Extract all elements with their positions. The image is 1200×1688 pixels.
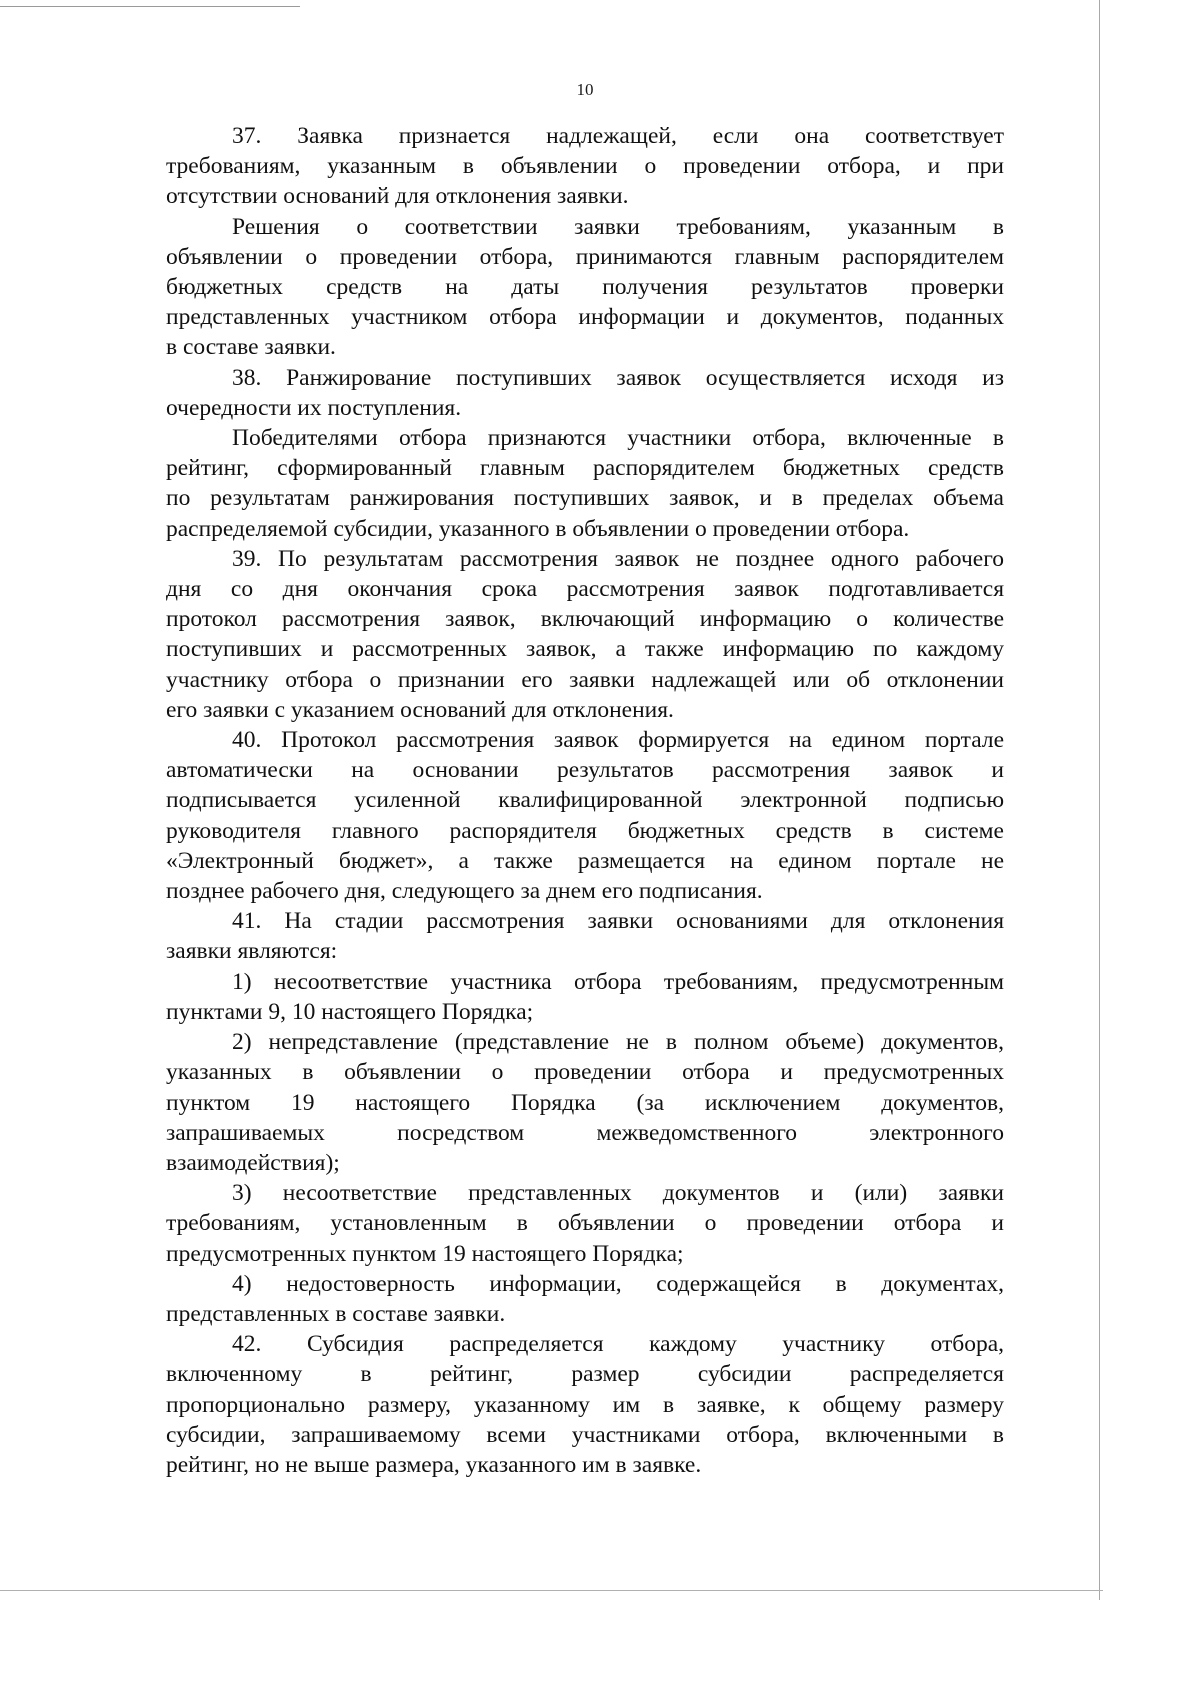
text-line: субсидии, запрашиваемому всеми участниками отбора, включенными в: [166, 1421, 1004, 1448]
text-line: дня со дня окончания срока рассмотрения заявок подготавливается: [166, 576, 1004, 603]
text-line: представленных участником отбора информации и документов, поданных: [166, 304, 1004, 331]
text-line: требованиям, указанным в объявлении о проведении отбора, и при: [166, 153, 1004, 180]
text-line: представленных в составе заявки.: [166, 1300, 506, 1327]
text-line: очередности их поступления.: [166, 394, 462, 421]
scan-edge-bottom: [0, 1590, 1103, 1591]
text-line: руководителя главного распорядителя бюджетных средств в системе: [166, 817, 1004, 844]
text-line: 39. По результатам рассмотрения заявок не позднее одного рабочего: [232, 545, 1004, 572]
paragraph: [166, 725, 1004, 906]
text-line: запрашиваемых посредством межведомственного электронного: [166, 1119, 1004, 1146]
text-line: 3) несоответствие представленных документов и (или) заявки: [232, 1180, 1004, 1207]
paragraph: [166, 967, 1004, 1027]
document-body: [166, 121, 1004, 1480]
paragraph: [166, 1027, 1004, 1178]
text-line: Решения о соответствии заявки требованиям, указанным в: [232, 213, 1004, 240]
text-line: подписывается усиленной квалифицированной электронной подписью: [166, 787, 1004, 814]
text-line: указанных в объявлении о проведении отбора и предусмотренных: [166, 1059, 1004, 1086]
text-line: взаимодействия);: [166, 1149, 340, 1176]
text-line: бюджетных средств на даты получения результатов проверки: [166, 274, 1004, 301]
text-line: участнику отбора о признании его заявки надлежащей или об отклонении: [166, 666, 1004, 693]
text-line: 2) непредставление (представление не в полном объеме) документов,: [232, 1029, 1004, 1056]
text-line: заявки являются:: [166, 938, 338, 965]
text-line: автоматически на основании результатов рассмотрения заявок и: [166, 757, 1004, 784]
text-line: 38. Ранжирование поступивших заявок осуществляется исходя из: [232, 364, 1004, 391]
scan-edge-top: [0, 6, 300, 7]
text-line: включенному в рейтинг, размер субсидии распределяется: [166, 1361, 1004, 1388]
paragraph: [166, 1269, 1004, 1329]
paragraph: [166, 212, 1004, 363]
paragraph: [166, 121, 1004, 212]
text-line: требованиям, установленным в объявлении о проведении отбора и: [166, 1210, 1004, 1237]
text-line: 4) недостоверность информации, содержащейся в документах,: [232, 1270, 1004, 1297]
text-line: отсутствии оснований для отклонения заявки.: [166, 183, 629, 210]
text-line: объявлении о проведении отбора, принимаются главным распорядителем: [166, 243, 1004, 270]
paragraph: [166, 363, 1004, 423]
text-line: позднее рабочего дня, следующего за днем его подписания.: [166, 878, 763, 905]
text-line: рейтинг, но не выше размера, указанного им в заявке.: [166, 1451, 702, 1478]
page-number: 10: [576, 80, 594, 99]
text-line: поступивших и рассмотренных заявок, а также информацию по каждому: [166, 636, 1004, 663]
text-line: предусмотренных пунктом 19 настоящего Порядка;: [166, 1240, 684, 1267]
text-line: распределяемой субсидии, указанного в объявлении о проведении отбора.: [166, 515, 910, 542]
text-line: «Электронный бюджет», а также размещается на едином портале не: [166, 847, 1004, 874]
text-line: по результатам ранжирования поступивших заявок, и в пределах объема: [166, 485, 1004, 512]
text-line: пунктами 9, 10 настоящего Порядка;: [166, 998, 534, 1025]
text-line: его заявки с указанием оснований для отклонения.: [166, 696, 674, 723]
paragraph: [166, 906, 1004, 966]
paragraph: [166, 544, 1004, 725]
text-line: рейтинг, сформированный главным распорядителем бюджетных средств: [166, 455, 1004, 482]
text-line: 1) несоответствие участника отбора требованиям, предусмотренным: [232, 968, 1004, 995]
text-line: 37. Заявка признается надлежащей, если она соответствует: [232, 123, 1004, 149]
text-line: 40. Протокол рассмотрения заявок формируется на едином портале: [232, 727, 1004, 754]
text-line: 41. На стадии рассмотрения заявки основаниями для отклонения: [232, 908, 1004, 935]
text-line: 42. Субсидия распределяется каждому участнику отбора,: [232, 1331, 1004, 1358]
text-line: пунктом 19 настоящего Порядка (за исключением документов,: [166, 1089, 1004, 1116]
paragraph: [166, 1178, 1004, 1269]
text-line: в составе заявки.: [166, 334, 336, 361]
text-line: Победителями отбора признаются участники отбора, включенные в: [232, 425, 1004, 452]
paragraph: [166, 1329, 1004, 1480]
paragraph: [166, 423, 1004, 544]
scan-edge-right: [1099, 0, 1100, 1600]
text-line: пропорционально размеру, указанному им в заявке, к общему размеру: [166, 1391, 1004, 1418]
text-line: протокол рассмотрения заявок, включающий информацию о количестве: [166, 606, 1004, 633]
